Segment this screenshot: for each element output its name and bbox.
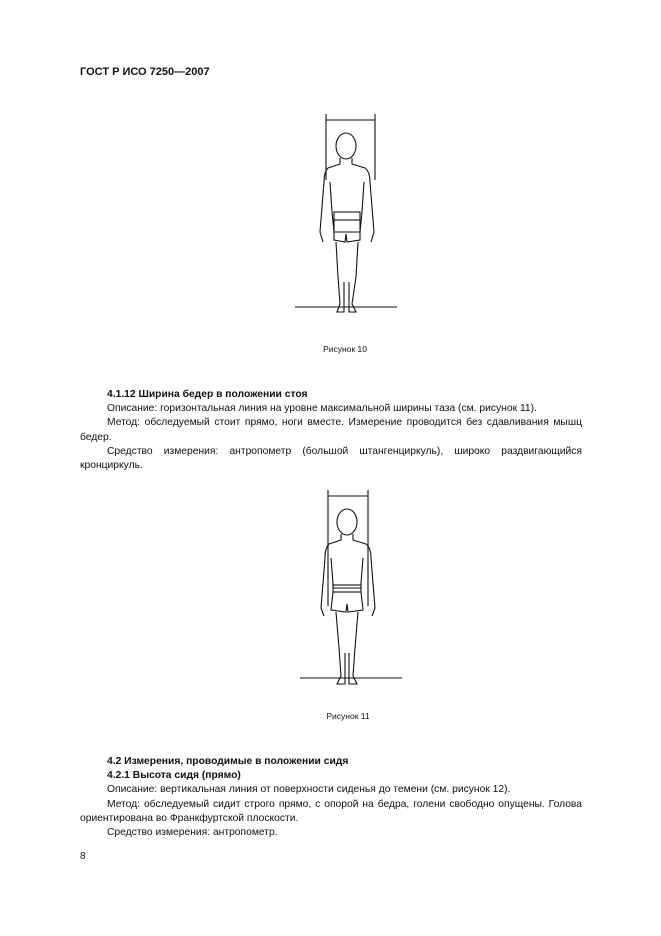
section-4-1-12 xyxy=(80,388,582,473)
figure-10-standing-figure-shoulder-width xyxy=(290,112,402,327)
figure-10-caption: Рисунок 10 xyxy=(323,344,367,354)
figure-11-standing-figure-hip-width xyxy=(295,488,407,698)
section-heading: 4.1.12 Ширина бедер в положении стоя xyxy=(107,389,308,400)
instrument-paragraph: Средство измерения: антропометр. xyxy=(107,827,278,839)
method-paragraph: Метод: обследуемый стоит прямо, ноги вместе. Измерение проводится без сдавливания мышц бедер. xyxy=(80,417,582,443)
document-header: ГОСТ Р ИСО 7250—2007 xyxy=(80,66,210,78)
description-paragraph: Описание: вертикальная линия от поверхности сиденья до темени (см. рисунок 12). xyxy=(107,784,511,796)
method-paragraph: Метод: обследуемый сидит строго прямо, с опорой на бедра, голени свободно опущены. Голова ориентирована во Франкфуртской плоскости. xyxy=(80,798,582,824)
section-4-2 xyxy=(80,755,582,840)
instrument-paragraph: Средство измерения: антропометр (большой штангенциркуль), широко раздвигающийся кронциркуль. xyxy=(80,445,582,472)
section-heading: 4.2 Измерения, проводимые в положении сидя xyxy=(107,756,349,767)
figure-11-caption: Рисунок 11 xyxy=(326,711,370,721)
description-paragraph: Описание: горизонтальная линия на уровне максимальной ширины таза (см. рисунок 11). xyxy=(107,403,537,415)
subsection-heading: 4.2.1 Высота сидя (прямо) xyxy=(107,770,241,782)
page-number: 8 xyxy=(80,851,86,862)
